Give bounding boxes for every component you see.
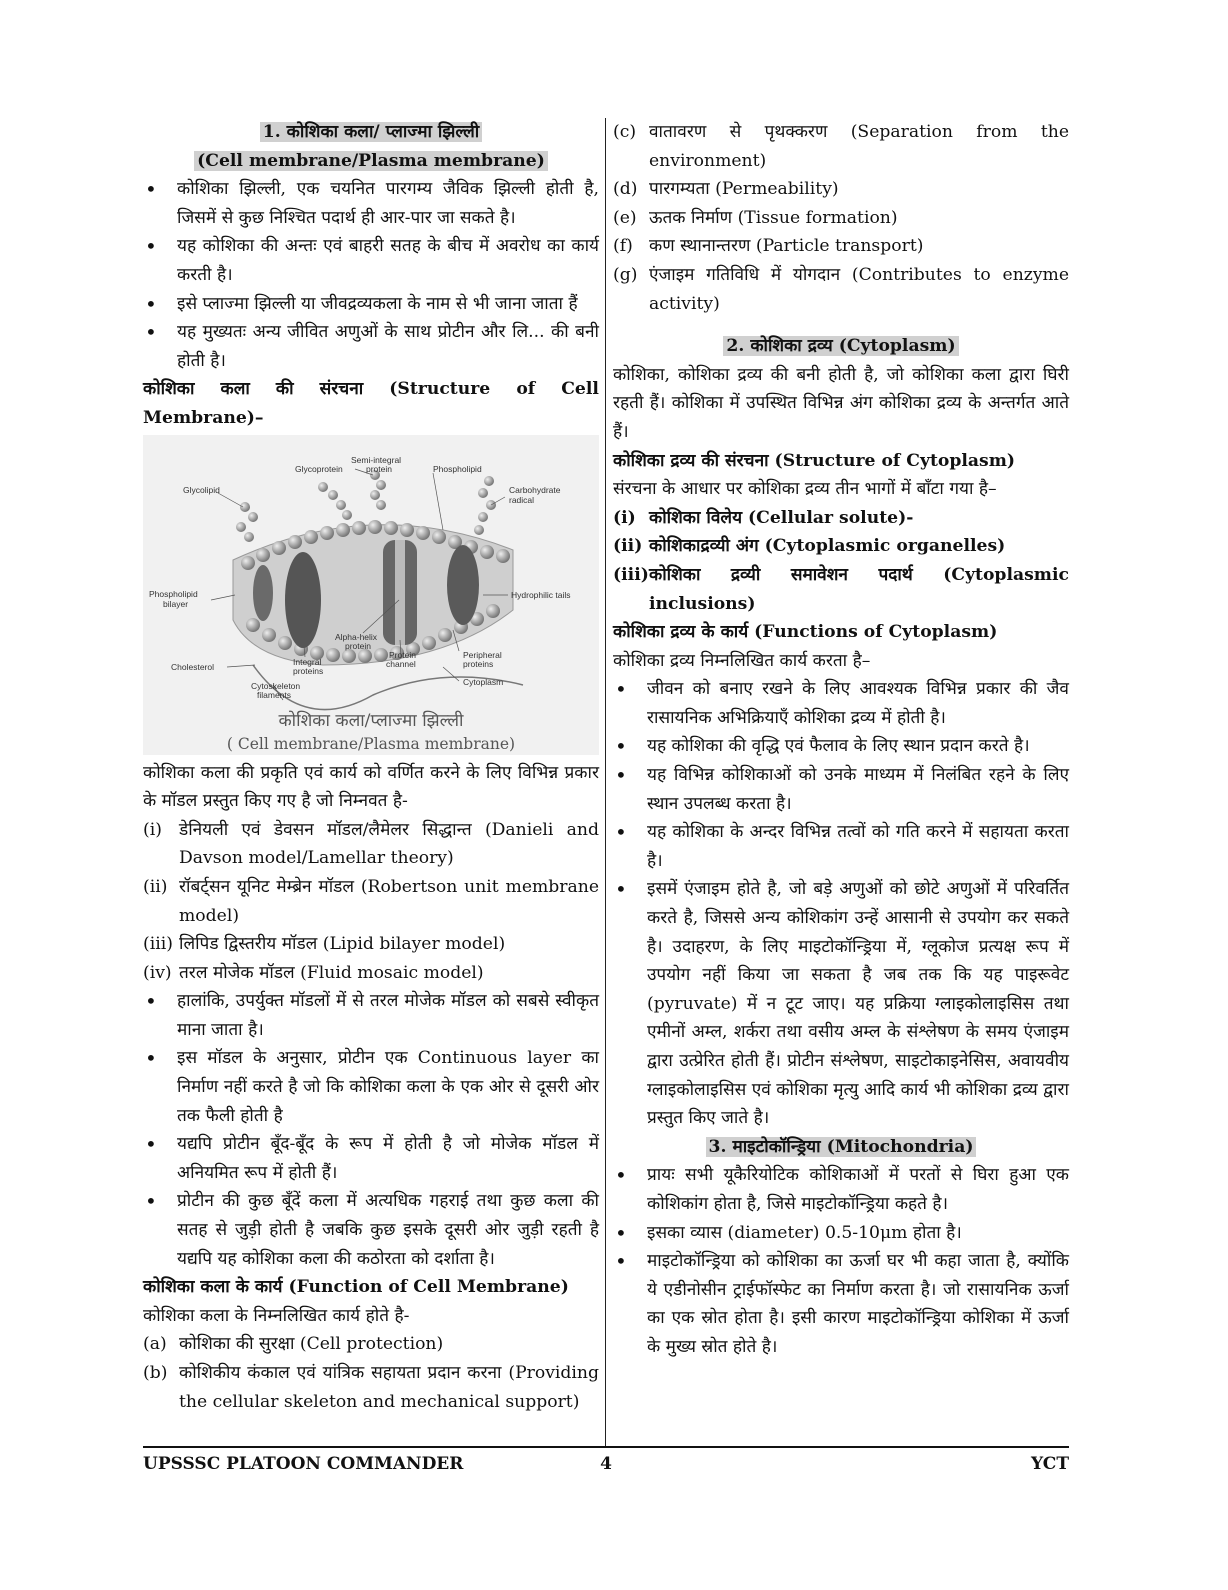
label-cholesterol: Cholesterol	[171, 661, 214, 672]
label-peripheral: Peripheral	[463, 649, 502, 660]
heading-word: Cell	[561, 379, 599, 400]
label-cytoplasm: Cytoplasm	[463, 676, 504, 687]
label-phospholipid: Phospholipid	[433, 463, 482, 474]
list-text: ऊतक निर्माण (Tissue formation)	[649, 207, 898, 228]
list-item	[143, 873, 599, 930]
list-marker: (ii)	[613, 536, 643, 557]
page-footer	[143, 1446, 1069, 1474]
list-marker: (b)	[143, 1363, 168, 1383]
function-heading: कोशिका कला के कार्य (Function of Cell Membrane)	[143, 1277, 569, 1298]
label-protein-channel-2: channel	[386, 658, 416, 669]
heading-word: संरचना	[319, 379, 364, 400]
footer-title: UPSSSC PLATOON COMMANDER	[143, 1454, 464, 1474]
bullet-item: • यह कोशिका के अन्दर विभिन्न तत्वों को गति करने में सहायता करता है।	[613, 818, 1069, 875]
list-marker: (e)	[613, 207, 637, 228]
list-marker: (d)	[613, 179, 638, 200]
right-column	[613, 118, 1069, 1362]
heading-text: 3. माइटोकॉन्ड्रिया (Mitochondria)	[706, 1137, 977, 1157]
label-glycoprotein: Glycoprotein	[295, 463, 343, 474]
label-bilayer-2: bilayer	[163, 598, 189, 609]
label-integral: Integral	[293, 656, 322, 667]
bullet-item: • यह कोशिका की अन्तः एवं बाहरी सतह के बीच में अवरोध का कार्य करती है।	[143, 232, 599, 289]
bullet-item: • हालांकि, उपर्युक्त मॉडलों में से तरल मोजेक मॉडल को सबसे स्वीकृत माना जाता है।	[143, 987, 599, 1044]
list-marker: (g)	[613, 264, 638, 285]
structure-heading	[143, 375, 599, 404]
list-item	[143, 959, 599, 988]
heading-word: of	[516, 379, 536, 400]
list-marker: (f)	[613, 236, 633, 257]
section-heading-mitochondria	[613, 1133, 1069, 1162]
list-text: तरल मोजेक मॉडल (Fluid mosaic model)	[179, 962, 484, 983]
figure-caption-english: ( Cell membrane/Plasma membrane)	[226, 734, 516, 753]
list-item	[143, 930, 599, 959]
cell-membrane-figure	[143, 435, 599, 755]
label-cytoskeleton: Cytoskeleton	[251, 680, 301, 691]
list-marker: (a)	[143, 1334, 167, 1355]
list-marker: (iii)	[613, 564, 649, 585]
heading-text: 2. कोशिका द्रव्य (Cytoplasm)	[723, 336, 958, 356]
list-marker: (i)	[143, 819, 162, 840]
label-integral-2: proteins	[293, 665, 324, 676]
list-marker: (c)	[613, 122, 637, 142]
label-semi-integral-2: protein	[366, 463, 392, 474]
list-item	[613, 261, 1069, 318]
heading-word: (Structure	[389, 379, 491, 400]
heading-line-2: (Cell membrane/Plasma membrane)	[194, 151, 548, 171]
list-marker: (i)	[613, 507, 636, 528]
list-text: कण स्थानान्तरण (Particle transport)	[649, 236, 924, 257]
label-peripheral-2: proteins	[463, 658, 494, 669]
bullet-item: • यह कोशिका की वृद्धि एवं फैलाव के लिए स्थान प्रदान करते है।	[613, 732, 1069, 761]
label-carbohydrate: Carbohydrate	[509, 484, 561, 495]
section-heading-cell-membrane	[143, 118, 599, 175]
list-text: डेनियली एवं डेवसन मॉडल/लैमेलर सिद्धान्त (Danieli and Davson model/Lamellar theory)	[179, 819, 599, 869]
spacer	[613, 318, 1069, 332]
left-column	[143, 118, 599, 1416]
bullet-item: • कोशिका झिल्ली, एक चयनित पारगम्य जैविक झिल्ली होती है, जिसमें से कुछ निश्चित पदार्थ ही आर-पार जा सकते है।	[143, 175, 599, 232]
cytoplasm-intro: कोशिका, कोशिका द्रव्य की बनी होती है, जो कोशिका कला द्वारा घिरी रहती हैं। कोशिका में उपस्थित विभिन्न अंग कोशिका द्रव्य के अन्तर्गत आते हैं।	[613, 364, 1069, 442]
page-number: 4	[600, 1454, 612, 1474]
label-hydrophilic: Hydrophilic tails	[511, 589, 571, 600]
list-marker: (ii)	[143, 876, 168, 897]
bullet-item: • इसे प्लाज्मा झिल्ली या जीवद्रव्यकला के नाम से भी जाना जाता हैं	[143, 290, 599, 319]
structure-intro: संरचना के आधार पर कोशिका द्रव्य तीन भागों में बाँटा गया है–	[613, 479, 997, 500]
list-text-end: inclusions)	[649, 593, 756, 614]
bullet-item: • माइटोकॉन्ड्रिया को कोशिका का ऊर्जा घर भी कहा जाता है, क्योंकि ये एडीनोसीन ट्राईफॉस्फेट का निर्माण करता है। जो रासायनिक ऊर्जा का एक स्रोत होता है। इसी कारण माइटोकॉन्ड्रिया कोशिका में ऊर्जा के मुख्य स्रोत होते है।	[613, 1247, 1069, 1361]
bullet-item: • प्रायः सभी यूकैरियोटिक कोशिकाओं में परतों से घिरा हुआ एक कोशिकांग होता है, जिसे माइटोकॉन्ड्रिया कहते है।	[613, 1161, 1069, 1218]
label-cytoskeleton-2: filaments	[257, 689, 292, 700]
list-item	[613, 561, 1069, 618]
list-item	[143, 1330, 599, 1359]
list-text: वातावरण से पृथक्करण (Separation from the environment)	[649, 122, 1069, 171]
bullet-item: • यह विभिन्न कोशिकाओं को उनके माध्यम में निलंबित रहने के लिए स्थान उपलब्ध करता है।	[613, 761, 1069, 818]
list-item	[613, 175, 1069, 204]
structure-heading: कोशिका द्रव्य की संरचना (Structure of Cytoplasm)	[613, 450, 1016, 471]
bullet-item: • इसका व्यास (diameter) 0.5-10μm होता है।	[613, 1219, 1069, 1248]
function-intro: कोशिका कला के निम्नलिखित कार्य होते है-	[143, 1305, 410, 1326]
list-item	[613, 204, 1069, 233]
list-marker: (iv)	[143, 962, 172, 983]
list-item	[613, 118, 1069, 175]
list-item	[613, 532, 1069, 561]
label-alpha-helix: Alpha-helix	[335, 631, 378, 642]
list-text: रॉबर्ट्सन यूनिट मेम्ब्रेन मॉडल (Robertson unit membrane model)	[179, 876, 599, 926]
functions-intro: कोशिका द्रव्य निम्नलिखित कार्य करता है–	[613, 650, 871, 671]
list-item	[613, 504, 1069, 533]
label-bilayer: Phospholipid	[149, 588, 198, 599]
heading-word: कोशिका	[143, 379, 195, 400]
column-divider	[605, 118, 606, 1446]
integral-protein	[285, 552, 321, 648]
list-text-justified	[649, 561, 1069, 590]
word: द्रव्यी	[730, 564, 761, 585]
footer-publisher: YCT	[1030, 1454, 1069, 1474]
figure-caption-hindi: कोशिका कला/प्लाज्मा झिल्ली	[278, 710, 464, 731]
heading-word: कला	[220, 379, 250, 400]
list-text: एंजाइम गतिविधि में योगदान (Contributes to enzyme activity)	[649, 264, 1069, 314]
word: (Cytoplasmic	[943, 564, 1069, 585]
list-item	[143, 816, 599, 873]
list-item	[613, 232, 1069, 261]
bullet-item: • यह मुख्यतः अन्य जीवित अणुओं के साथ प्रोटीन और लि... की बनी होती है।	[143, 318, 599, 375]
label-alpha-helix-2: protein	[345, 640, 371, 651]
label-glycolipid: Glycolipid	[183, 484, 220, 495]
list-marker: (iii)	[143, 934, 173, 955]
bullet-item: • प्रोटीन की कुछ बूँदें कला में अत्यधिक गहराई तथा कुछ कला की सतह से जुड़ी होती है जबकि कुछ इसके दूसरी ओर जुड़ी रहती है यद्यपि यह कोशिका कला की कठोरता को दर्शाता है।	[143, 1187, 599, 1273]
heading-line-1: 1. कोशिका कला/ प्लाज्मा झिल्ली	[260, 122, 482, 142]
word: समावेशन	[790, 564, 848, 585]
functions-heading: कोशिका द्रव्य के कार्य (Functions of Cytoplasm)	[613, 622, 998, 643]
label-semi-integral: Semi-integral	[351, 454, 402, 465]
bullet-item: • जीवन को बनाए रखने के लिए आवश्यक विभिन्न प्रकार की जैव रासायनिक अभिक्रियाएँ कोशिका द्रव्य में होती है।	[613, 675, 1069, 732]
word: पदार्थ	[878, 564, 913, 585]
label-protein-channel: Protein	[389, 649, 416, 660]
list-text: कोशिका विलेय (Cellular solute)-	[649, 507, 914, 528]
models-intro: कोशिका कला की प्रकृति एवं कार्य को वर्णित करने के लिए विभिन्न प्रकार के मॉडल प्रस्तुत किए गए है जो निम्नवत है-	[143, 762, 599, 812]
structure-heading-end: Membrane)–	[143, 407, 264, 428]
section-heading-cytoplasm	[613, 332, 1069, 361]
list-text: लिपिड द्विस्तरीय मॉडल (Lipid bilayer model)	[179, 934, 506, 955]
list-text: कोशिकाद्रव्यी अंग (Cytoplasmic organelles)	[649, 536, 1006, 557]
word: कोशिका	[649, 564, 701, 585]
bullet-item: • इसमें एंजाइम होते है, जो बड़े अणुओं को छोटे अणुओं में परिवर्तित करते है, जिससे अन्य कोशिकांग उन्हें आसानी से उपयोग कर सकते है। उदाहरण, के लिए माइटोकॉन्ड्रिया में, ग्लूकोज प्रत्यक्ष रूप में उपयोग नहीं किया जा सकता है जब तक कि यह पाइरूवेट (pyruvate) में न टूट जाए। यह प्रक्रिया ग्लाइकोलाइसिस तथा एमीनों अम्ल, शर्करा तथा वसीय अम्ल के संश्लेषण के समय एंजाइम द्वारा उत्प्रेरित होती हैं। प्रोटीन संश्लेषण, साइटोकाइनेसिस, अवायवीय ग्लाइकोलाइसिस एवं कोशिका मृत्यु आदि कार्य भी कोशिका द्रव्य द्वारा प्रस्तुत किए जाते है।	[613, 875, 1069, 1132]
bullet-item: • यद्यपि प्रोटीन बूँद-बूँद के रूप में होती है जो मोजेक मॉडल में अनियमित रूप में होती हैं।	[143, 1130, 599, 1187]
list-text: कोशिका की सुरक्षा (Cell protection)	[179, 1334, 444, 1355]
list-item	[143, 1359, 599, 1416]
label-carbohydrate-2: radical	[509, 494, 535, 505]
bullet-item: • इस मॉडल के अनुसार, प्रोटीन एक Continuous layer का निर्माण नहीं करते है जो कि कोशिका कला के एक ओर से दूसरी ओर तक फैली होती है	[143, 1044, 599, 1130]
heading-word: की	[275, 379, 294, 400]
list-text: कोशिकीय कंकाल एवं यांत्रिक सहायता प्रदान करना (Providing the cellular skeleton and mechanical support)	[179, 1363, 599, 1412]
list-text: पारगम्यता (Permeability)	[649, 179, 839, 200]
